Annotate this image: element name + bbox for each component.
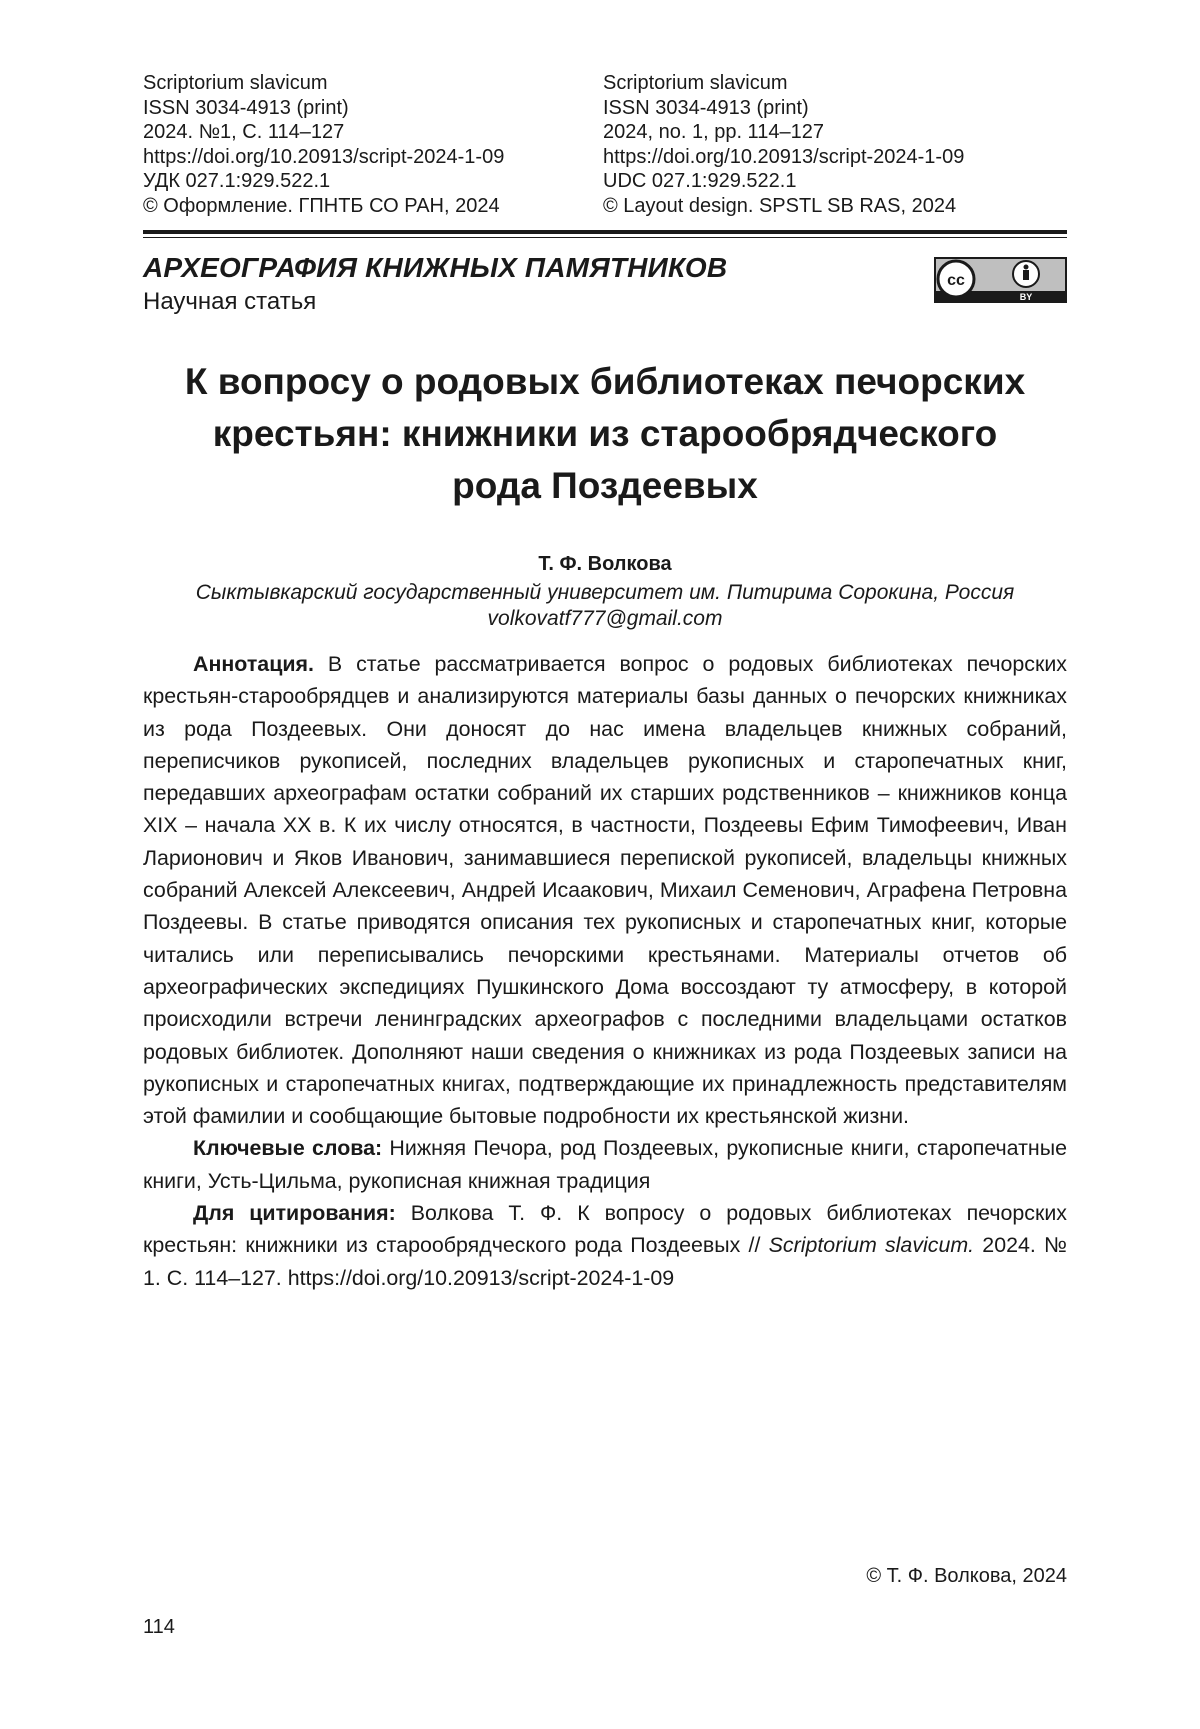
issue-pages: 2024, no. 1, pp. 114–127 [603,121,824,144]
abstract-paragraph [143,648,1067,1132]
issn: ISSN 3034-4913 (print) [603,96,809,119]
abstract-label: Аннотация. [193,652,314,676]
citation-journal: Scriptorium slavicum. [768,1233,975,1258]
title-line: крестьян: книжники из старообрядческого [212,413,998,454]
issn: ISSN 3034-4913 (print) [143,96,349,119]
citation-paragraph [143,1197,1067,1294]
header-divider-thin [143,237,1067,238]
abstract-block [143,648,1067,1294]
journal-name: Scriptorium slavicum [603,72,788,94]
citation-text-end: 2024. № 1. С. 114–127. https://doi.org/10.20913/script-2024-1-09 [143,1233,1067,1290]
author-email[interactable]: volkovatf777@gmail.com [487,607,723,630]
citation-label: Для цитирования: [193,1201,396,1226]
keywords-paragraph [143,1132,1067,1197]
author-copyright: © Т. Ф. Волкова, 2024 [866,1565,1067,1587]
metadata-russian [143,71,603,219]
affiliation: Сыктывкарский государственный университет им. Питирима Сорокина, Россия [195,581,1015,604]
author-affiliation-block [143,580,1067,632]
udc-code: UDC 027.1:929.522.1 [603,170,797,193]
citation-text: Волкова Т. Ф. К вопросу о родовых библиотеках печорских крестьян: книжники из старообрядческого рода Поздеевых // [143,1201,1067,1258]
article-type: Научная статья [143,288,317,315]
abstract-text: В статье рассматривается вопрос о родовых библиотеках печорских крестьян-старообрядцев и анализируются материалы базы данных о печорских книжниках из рода Поздеевых. Они доносят до нас имена владельцев книжных собраний, переписчиков рукописей, последних владельцев рукописных и старопечатных книг, передавших археографам остатки собраний их старших родственников – книжников конца XIX – начала XX в. К их числу относятся, в частности, Поздеевы Ефим Тимофеевич, Иван Ларионович и Яков Иванович, занимавшиеся перепиской рукописей, владельцы книжных собраний Алексей Алексеевич, Андрей Исаакович, Михаил Семенович, Аграфена Петровна Поздеевы. В статье приводятся описания тех рукописных и старопечатных книг, которые читались или переписывались печорскими крестьянами. Материалы отчетов об археографических экспедициях Пушкинского Дома воссоздают ту атмосферу, в которой происходили встречи ленинградских археографов с последними владельцами остатков родовых библиотек. Дополняют наши сведения о книжниках из рода Поздеевых записи на рукописных и старопечатных книгах, подтверждающие их принадлежность представителям этой фамилии и сообщающие бытовые подробности их крестьянской жизни. [143,652,1067,1129]
journal-metadata [143,71,1063,219]
author-name: Т. Ф. Волкова [538,553,672,575]
title-line: рода Поздеевых [452,465,758,506]
keywords-text: Нижняя Печора, род Поздеевых, рукописные книги, старопечатные книги, Усть-Цильма, рукописная книжная традиция [143,1136,1067,1193]
section-heading: АРХЕОГРАФИЯ КНИЖНЫХ ПАМЯТНИКОВ [143,252,728,283]
udc-code: УДК 027.1:929.522.1 [143,170,331,193]
issue-pages: 2024. №1, С. 114–127 [143,121,345,144]
title-line: К вопросу о родовых библиотеках печорских [184,361,1026,402]
cc-label: cc [947,272,965,289]
journal-name: Scriptorium slavicum [143,72,328,94]
article-title [143,356,1067,512]
header-divider-thick [143,230,1067,234]
layout-copyright: © Layout design. SPSTL SB RAS, 2024 [603,194,957,217]
cc-by-license-icon[interactable] [934,257,1067,303]
doi-link[interactable]: https://doi.org/10.20913/script-2024-1-09 [143,145,505,168]
by-label: BY [1019,292,1033,302]
metadata-english [603,71,1063,219]
keywords-label: Ключевые слова: [193,1136,383,1161]
layout-copyright: © Оформление. ГПНТБ СО РАН, 2024 [143,194,500,217]
doi-link[interactable]: https://doi.org/10.20913/script-2024-1-09 [603,145,965,168]
page-number: 114 [143,1616,175,1638]
